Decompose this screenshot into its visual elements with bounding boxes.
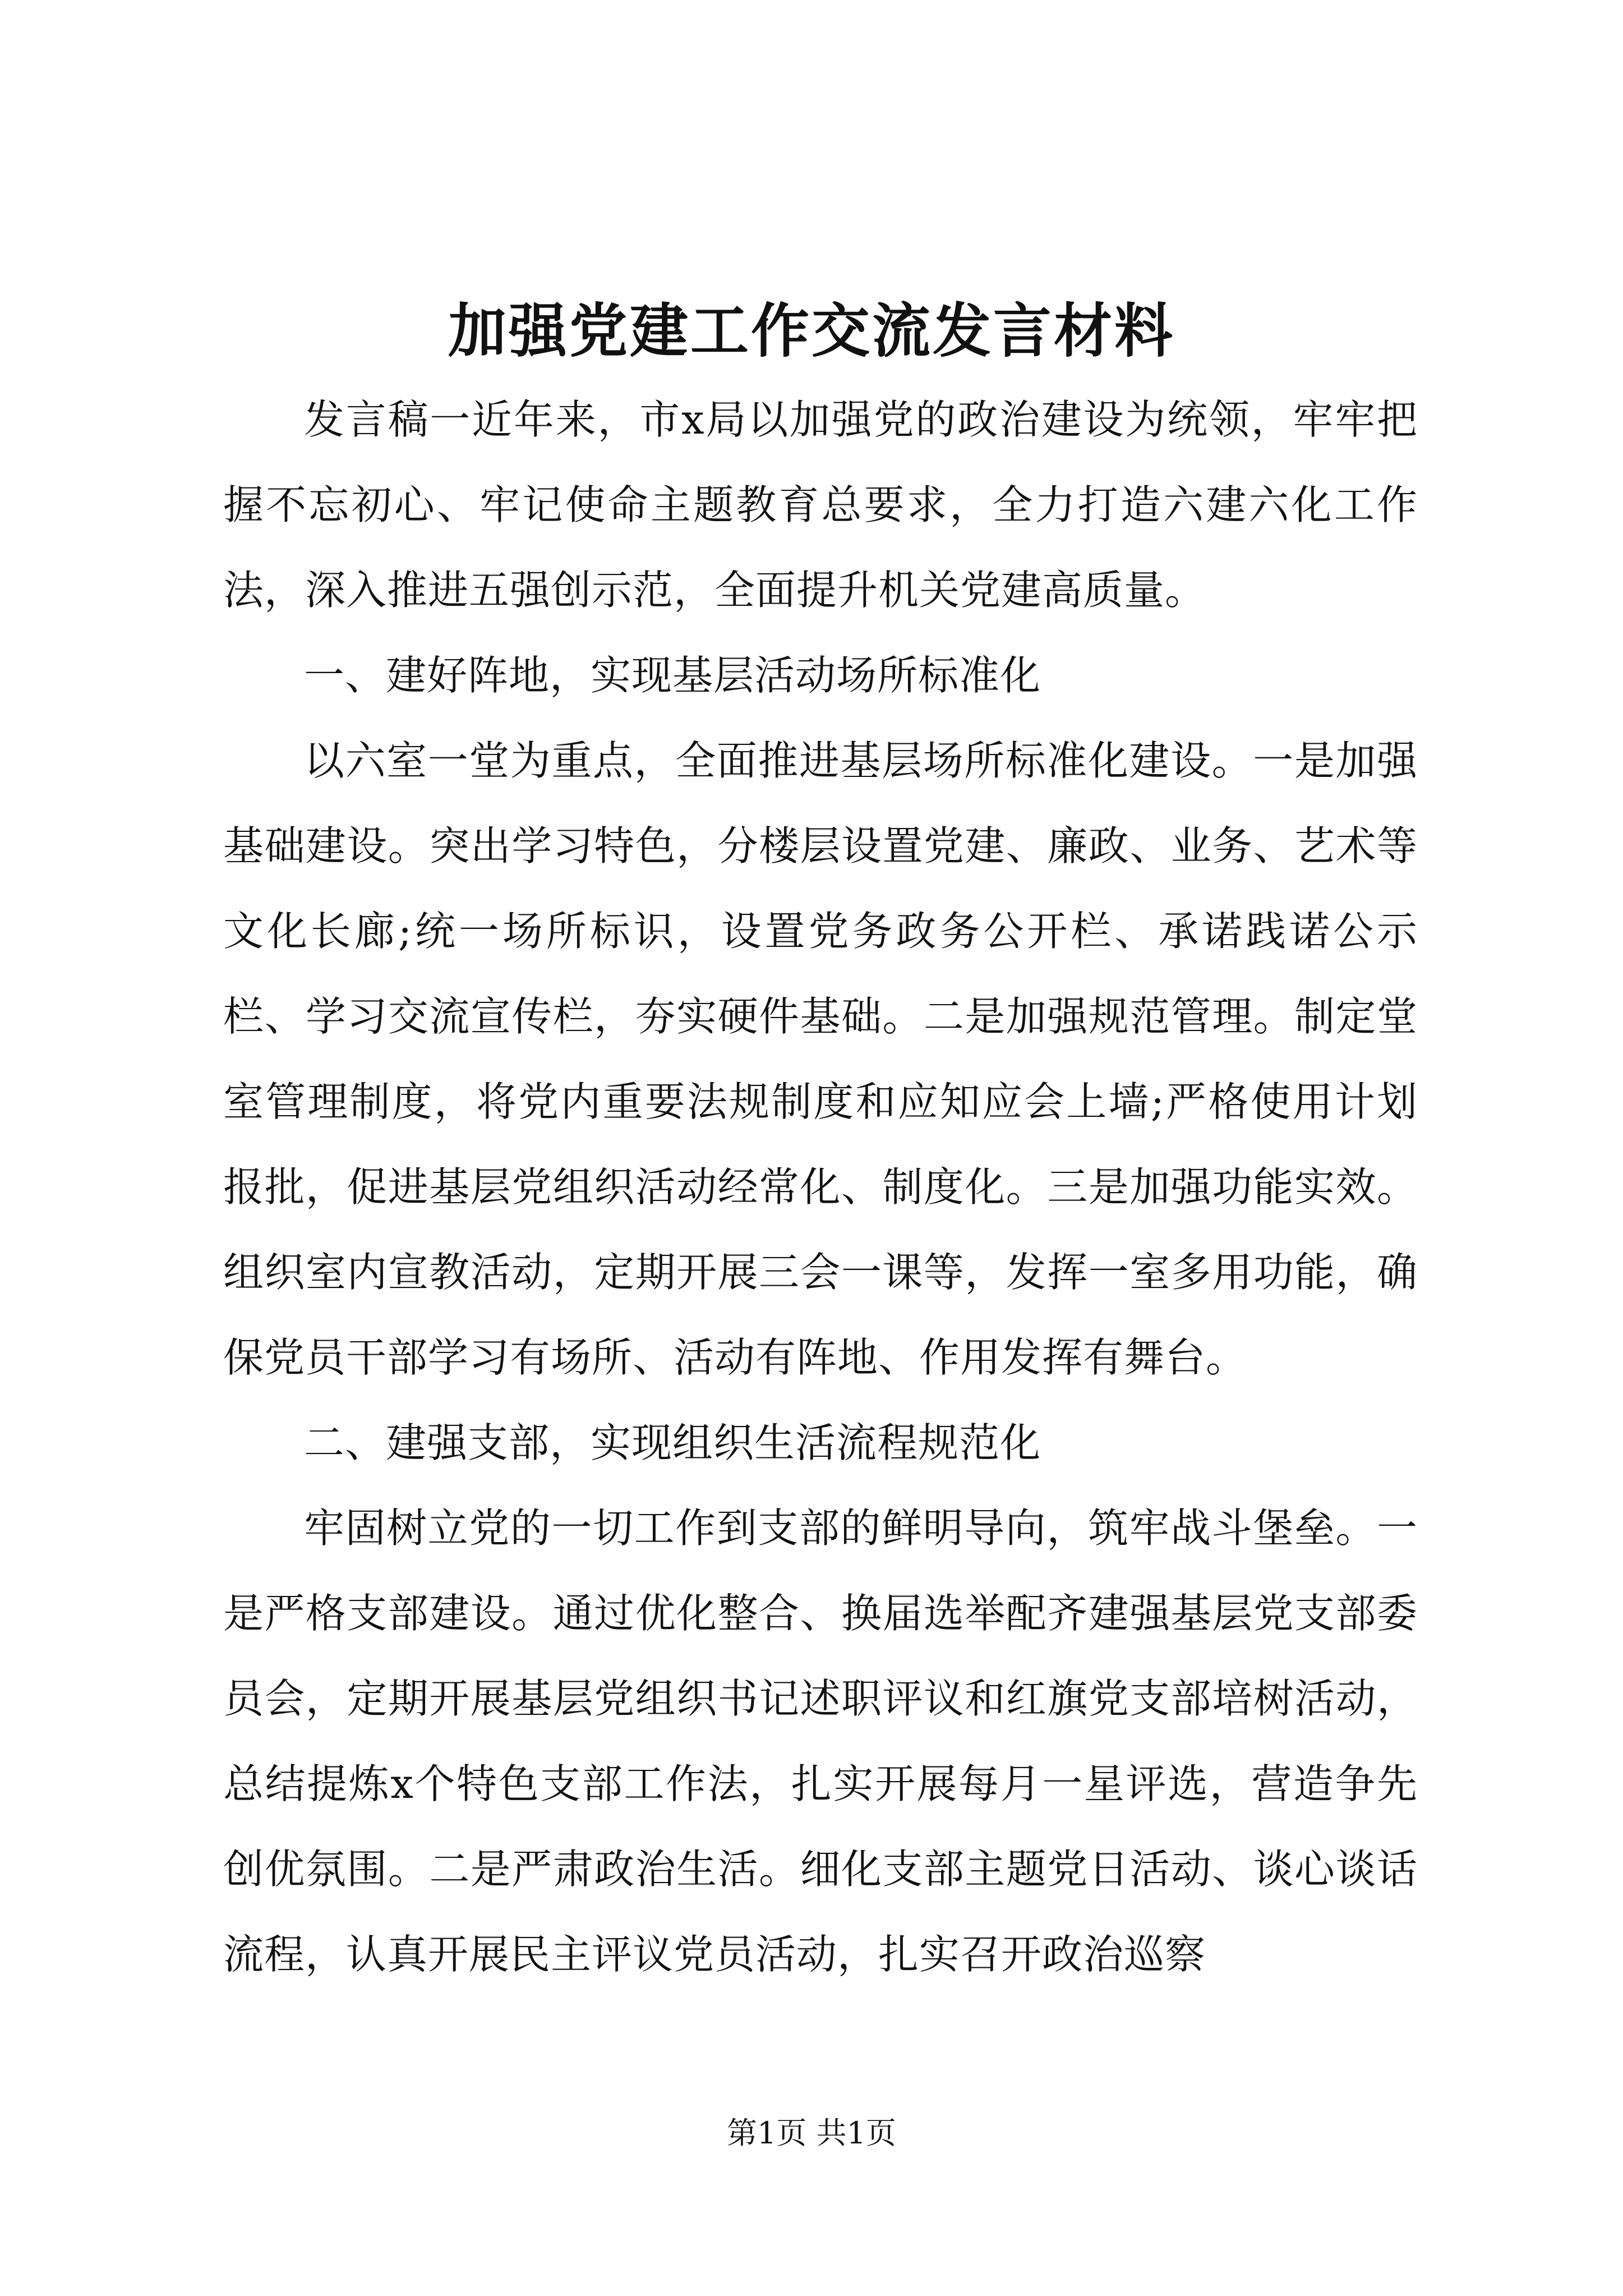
page-number-footer: 第1页 共1页 xyxy=(727,2115,896,2151)
section-2-paragraph: 牢固树立党的一切工作到支部的鲜明导向，筑牢战斗堡垒。一是严格支部建设。通过优化整合、换届选举配齐建强基层党支部委员会，定期开展基层党组织书记述职评议和红旗党支部培树活动，总结提炼x个特色支部工作法，扎实开展每月一星评选，营造争先创优氛围。二是严肃政治生活。细化支部主题党日活动、谈心谈话流程，认真开展民主评议党员活动，扎实召开政治巡察 xyxy=(223,1504,1418,1978)
document-body xyxy=(223,377,1418,1997)
document-title: 加强党建工作交流发言材料 xyxy=(448,296,1175,365)
intro-paragraph: 发言稿一近年来，市x局以加强党的政治建设为统领，牢牢把握不忘初心、牢记使命主题教育总要求，全力打造六建六化工作法，深入推进五强创示范，全面提升机关党建高质量。 xyxy=(223,396,1418,614)
section-1-paragraph: 以六室一堂为重点，全面推进基层场所标准化建设。一是加强基础建设。突出学习特色，分楼层设置党建、廉政、业务、艺术等文化长廊;统一场所标识，设置党务政务公开栏、承诺践诺公示栏、学习交流宣传栏，夯实硬件基础。二是加强规范管理。制定堂室管理制度，将党内重要法规制度和应知应会上墙;严格使用计划报批，促进基层党组织活动经常化、制度化。三是加强功能实效。组织室内宣教活动，定期开展三会一课等，发挥一室多用功能，确保党员干部学习有场所、活动有阵地、作用发挥有舞台。 xyxy=(223,737,1418,1381)
section-heading-1: 一、建好阵地，实现基层活动场所标准化 xyxy=(304,652,1041,699)
section-heading-2: 二、建强支部，实现组织生活流程规范化 xyxy=(304,1419,1041,1466)
